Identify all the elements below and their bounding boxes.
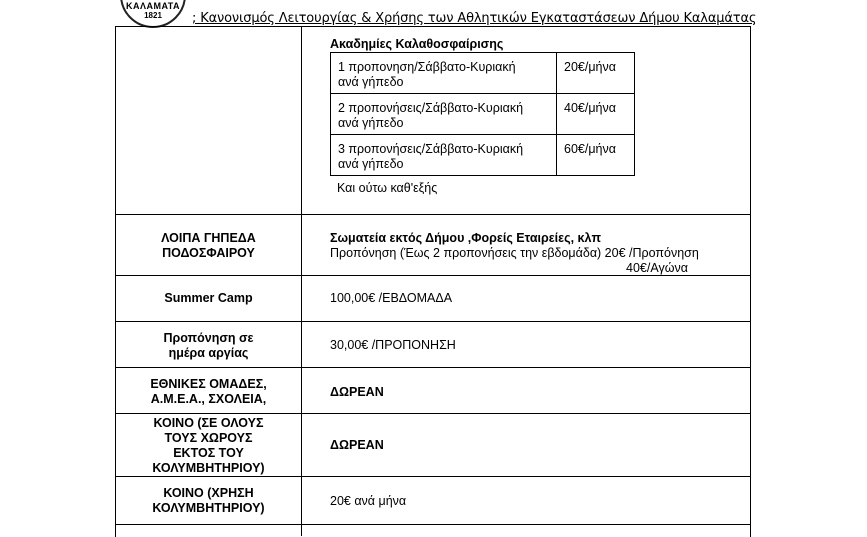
football-label: ΛΟΙΠΑ ΓΗΠΕΔΑ ΠΟΔΟΣΦΑΙΡΟΥ <box>161 231 256 260</box>
seal-text: ΚΑΛΑΜΑΤΑ <box>125 1 181 11</box>
summer-camp-label: Summer Camp <box>164 291 253 305</box>
table-row <box>331 135 635 176</box>
row-divider <box>115 367 750 368</box>
row-divider <box>115 214 750 215</box>
academy-price: 20€/μήνα <box>557 53 635 94</box>
row-divider <box>115 524 750 525</box>
national-teams-label: ΕΘΝΙΚΕΣ ΟΜΑΔΕΣ, Α.Μ.Ε.Α., ΣΧΟΛΕΙΑ, <box>150 377 267 406</box>
table-row <box>331 53 635 94</box>
academy-price: 40€/μήνα <box>557 94 635 135</box>
seal-year: 1821 <box>144 11 162 20</box>
public-pool-label: ΚΟΙΝΟ (ΧΡΗΣΗ ΚΟΛΥΜΒΗΤΗΡΙΟΥ) <box>152 486 265 515</box>
municipal-seal <box>120 0 186 28</box>
football-match-fee: 40€/Αγώνα <box>626 261 688 275</box>
row-divider <box>115 413 750 414</box>
public-pool-fee: 20€ ανά μήνα <box>330 494 407 508</box>
academies-table <box>330 52 635 176</box>
national-teams-fee: ΔΩΡΕΑΝ <box>330 385 384 399</box>
column-divider <box>301 26 302 536</box>
football-fee-line: Προπόνηση (Έως 2 προπονήσεις την εβδομάδα) 20€ /Προπόνηση <box>330 246 699 260</box>
row-divider <box>115 321 750 322</box>
academy-desc: 2 προπονήσεις/Σάββατο-Κυριακή ανά γήπεδο <box>331 94 557 135</box>
public-all-label: ΚΟΙΝΟ (ΣΕ ΟΛΟΥΣ ΤΟΥΣ ΧΩΡΟΥΣ ΕΚΤΟΣ ΤΟΥ ΚΟΛΥΜΒΗΤΗΡΙΟΥ) <box>152 416 265 475</box>
academy-desc: 1 προπονηση/Σάββατο-Κυριακή ανά γήπεδο <box>331 53 557 94</box>
holiday-label: Προπόνηση σε ημέρα αργίας <box>163 331 254 360</box>
football-heading: Σωματεία εκτός Δήμου ,Φορείς Εταιρείες, κλπ <box>330 231 602 245</box>
page-header: ; Κανονισμός Λειτουργίας & Χρήσης των Αθλητικών Εγκαταστάσεων Δήμου Καλαμάτας <box>192 11 757 26</box>
public-all-fee: ΔΩΡΕΑΝ <box>330 438 384 452</box>
table-row <box>331 94 635 135</box>
row-divider <box>115 476 750 477</box>
holiday-fee: 30,00€ /ΠΡΟΠΟΝΗΣΗ <box>330 338 456 352</box>
academy-desc: 3 προπονήσεις/Σάββατο-Κυριακή ανά γήπεδο <box>331 135 557 176</box>
academies-footer: Και ούτω καθ'εξής <box>337 181 438 195</box>
academies-heading: Ακαδημίες Καλαθοσφαίρισης <box>330 37 504 51</box>
academy-price: 60€/μήνα <box>557 135 635 176</box>
summer-camp-fee: 100,00€ /ΕΒΔΟΜΑΔΑ <box>330 291 453 305</box>
